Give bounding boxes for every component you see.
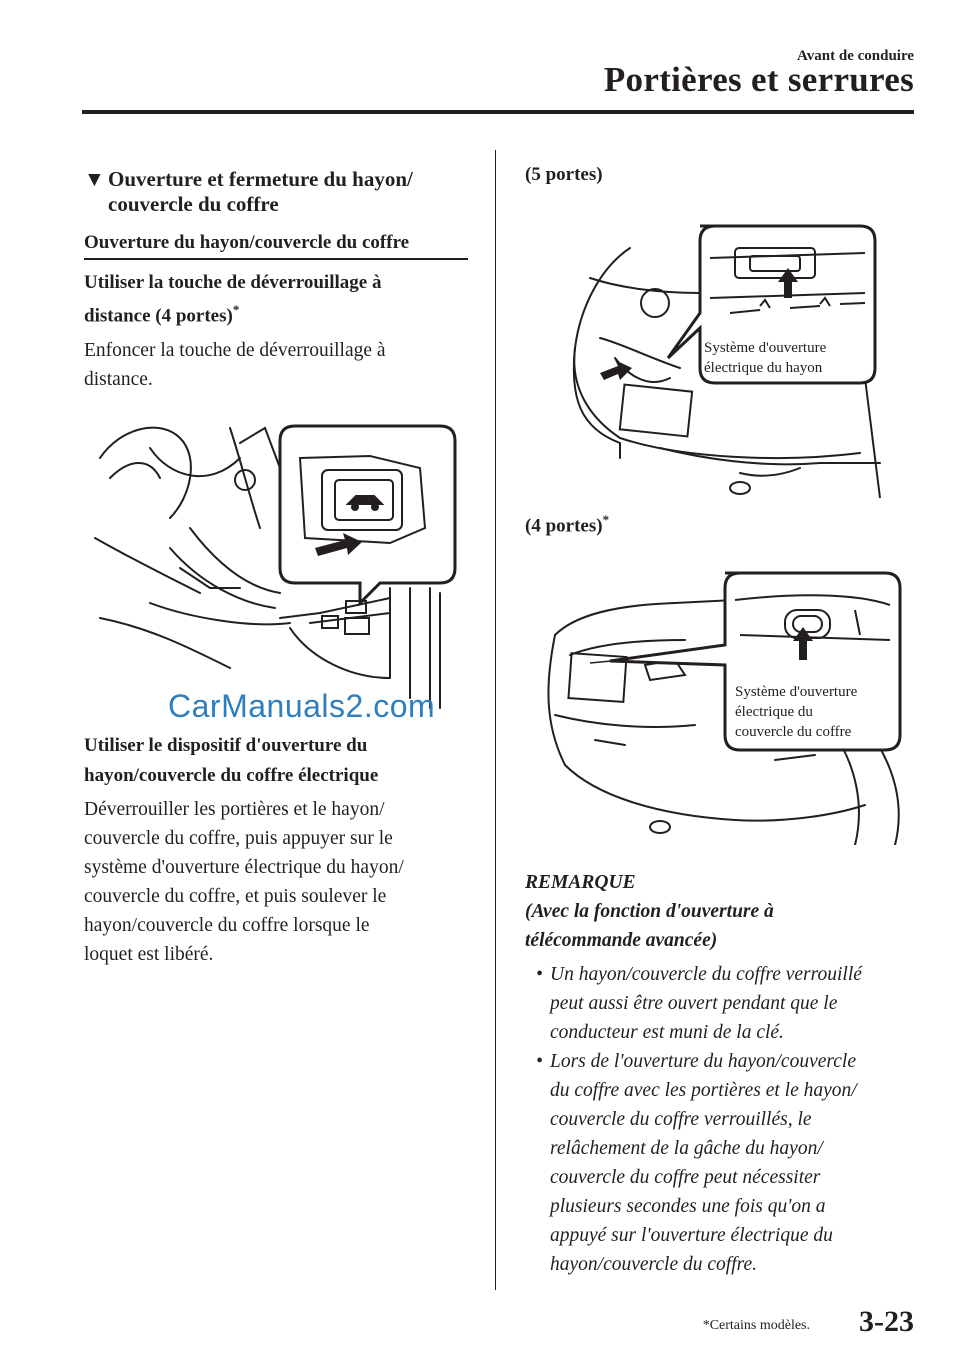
bullet2-line1: Lors de l'ouverture du hayon/couvercle — [550, 1051, 856, 1072]
remark-subtitle-line2: télécommande avancée) — [525, 930, 718, 951]
bullet2-line6: plusieurs secondes une fois qu'on a — [550, 1196, 826, 1217]
dashboard-illustration — [90, 418, 460, 718]
electric-body-line4: couvercle du coffre, et puis soulever le — [84, 886, 387, 907]
bullet1-line2: peut aussi être ouvert pendant que le — [550, 993, 838, 1014]
electric-body-line6: loquet est libéré. — [84, 944, 214, 965]
bullet2-line8: hayon/couvercle du coffre. — [550, 1254, 758, 1275]
section-heading-line1: Ouverture et fermeture du hayon/ — [108, 167, 413, 191]
four-door-illustration — [535, 565, 910, 845]
bullet2-line7: appuyé sur l'ouverture électrique du — [550, 1225, 833, 1246]
section-label: Avant de conduire — [797, 48, 914, 64]
footnote: *Certains modèles. — [702, 1318, 810, 1333]
four-door-label: (4 portes)* — [525, 512, 610, 537]
bullet1-line1: Un hayon/couvercle du coffre verrouillé — [550, 964, 862, 985]
remote-title-line1: Utiliser la touche de déverrouillage à — [84, 272, 382, 293]
remote-body-line1: Enfoncer la touche de déverrouillage à — [84, 340, 386, 361]
page-number: 3-23 — [859, 1305, 914, 1338]
bullet-marker: • — [536, 964, 543, 985]
subheading-underline — [84, 258, 468, 260]
four-door-callout-line2: électrique du — [735, 704, 813, 720]
page-title: Portières et serrures — [603, 60, 914, 99]
bullet-marker: • — [536, 1051, 543, 1072]
bullet2-line3: couvercle du coffre verrouillés, le — [550, 1109, 812, 1130]
subheading: Ouverture du hayon/couvercle du coffre — [84, 232, 410, 253]
electric-title-line1: Utiliser le dispositif d'ouverture du — [84, 735, 368, 756]
column-divider — [495, 150, 496, 1290]
remote-body-line2: distance. — [84, 369, 153, 390]
watermark: CarManuals2.com — [168, 688, 436, 724]
electric-body-line2: couvercle du coffre, puis appuyer sur le — [84, 828, 393, 849]
four-door-callout-line1: Système d'ouverture — [735, 684, 858, 700]
section-heading-marker: ▼ — [84, 167, 105, 191]
section-heading-line2: couvercle du coffre — [108, 192, 279, 216]
electric-title-line2: hayon/couvercle du coffre électrique — [84, 765, 379, 786]
five-door-callout-line2: électrique du hayon — [704, 360, 823, 376]
bullet2-line2: du coffre avec les portières et le hayon/ — [550, 1080, 857, 1101]
remark-subtitle-line1: (Avec la fonction d'ouverture à — [525, 901, 774, 922]
header-rule — [82, 110, 914, 114]
bullet2-line5: couvercle du coffre peut nécessiter — [550, 1167, 821, 1188]
bullet1-line3: conducteur est muni de la clé. — [550, 1022, 784, 1043]
electric-body-line5: hayon/couvercle du coffre lorsque le — [84, 915, 370, 936]
footnote-star: * — [602, 512, 610, 527]
remote-title-line2: distance (4 portes)* — [84, 302, 240, 327]
five-door-label: (5 portes) — [525, 164, 603, 185]
four-door-callout-line3: couvercle du coffre — [735, 724, 852, 740]
bullet2-line4: relâchement de la gâche du hayon/ — [550, 1138, 823, 1159]
electric-body-line1: Déverrouiller les portières et le hayon/ — [84, 799, 385, 820]
remark-title: REMARQUE — [525, 872, 636, 893]
footnote-star: * — [232, 302, 240, 317]
electric-body-line3: système d'ouverture électrique du hayon/ — [84, 857, 404, 878]
five-door-callout-line1: Système d'ouverture — [704, 340, 827, 356]
